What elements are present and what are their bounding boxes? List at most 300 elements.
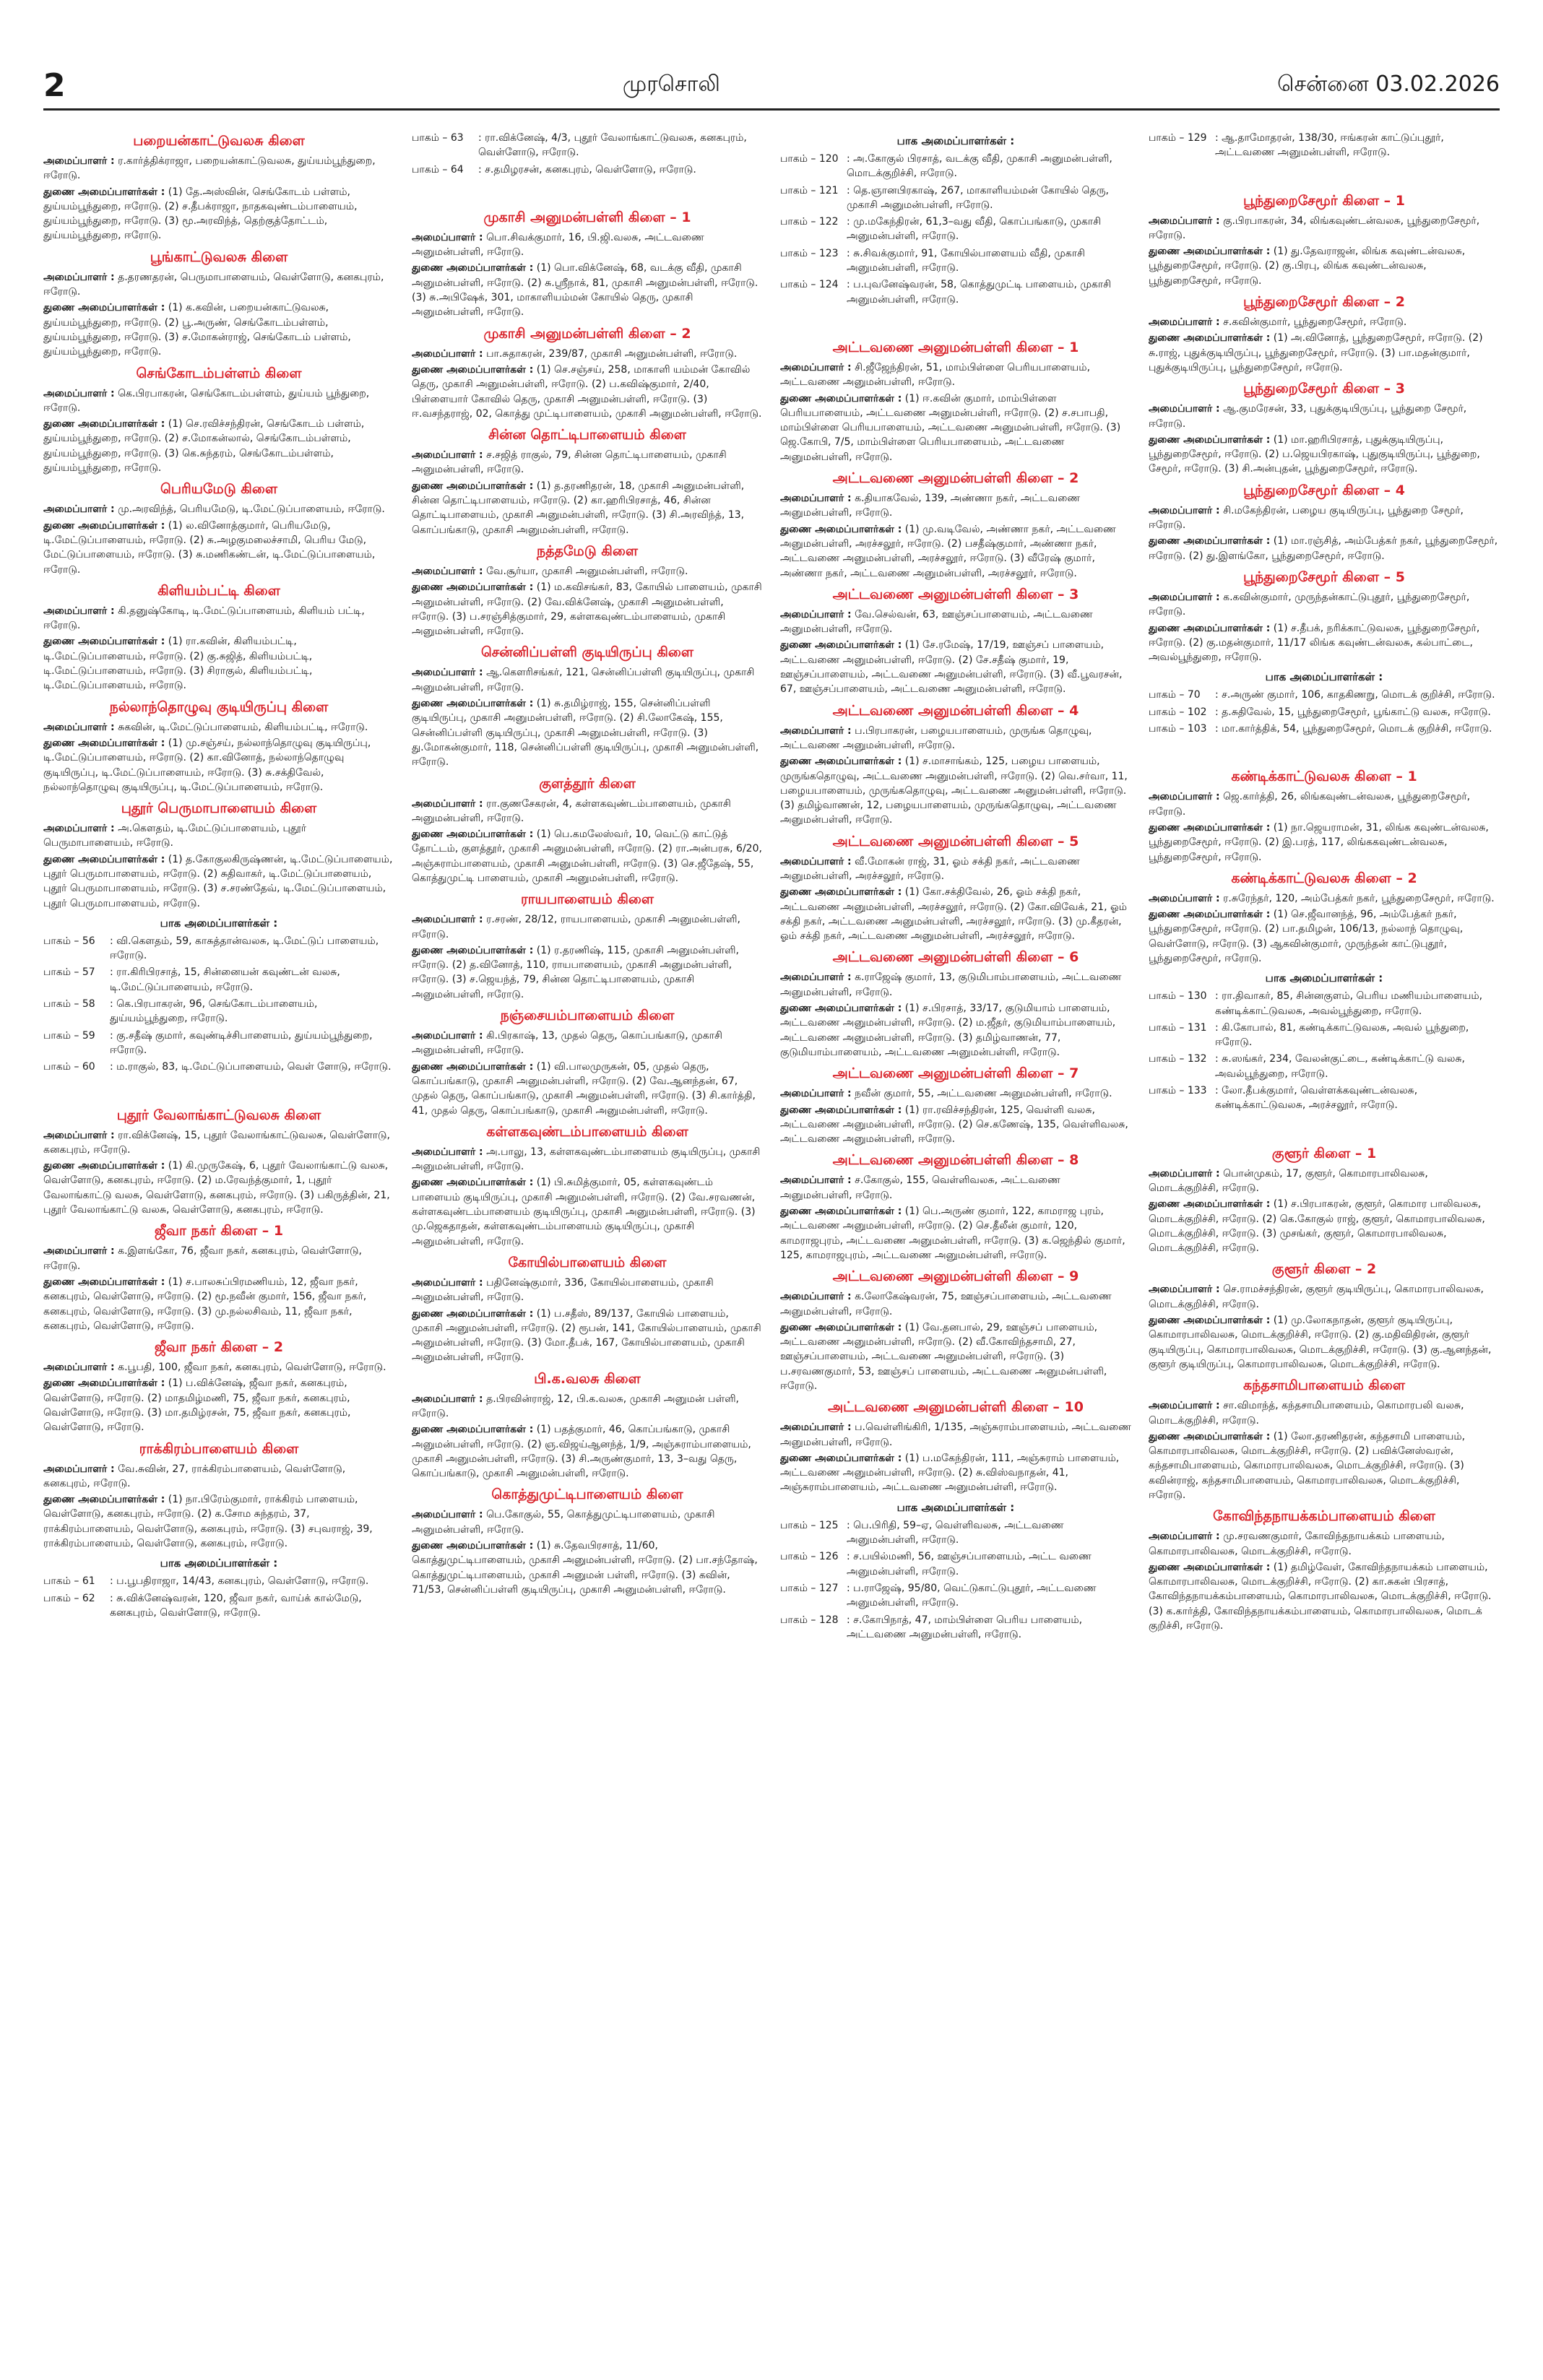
booth-entry xyxy=(780,1613,1131,1643)
member-entry xyxy=(780,724,1131,753)
member-details: பா.சுதாகரன், 239/87, முகாசி அனுமன்பள்ளி, ஈரோடு. xyxy=(486,347,738,360)
member-details: (1) மா.ரஞ்சித், அம்பேத்கர் நகர், பூந்துறைசேமூர், ஈரோடு. (2) து.இளங்கோ, பூந்துறைசேமூர், ஈரோடு. xyxy=(1149,535,1498,562)
member-details: சுகவின், டி.மேட்டுப்பாளையம், கிளியம்பட்டி, ஈரோடு. xyxy=(118,721,368,733)
branch-title: நல்லாந்தொழுவு குடியிருப்பு கிளை xyxy=(109,698,329,715)
branch-title: ஜீவா நகர் கிளை – 1 xyxy=(154,1223,284,1239)
role-label: அமைப்பாளர் : xyxy=(43,503,115,516)
role-label: துணை அமைப்பாளர்கள் : xyxy=(1149,246,1271,258)
branch-section xyxy=(1149,870,1500,966)
member-entry xyxy=(1149,1560,1500,1633)
member-entry xyxy=(780,360,1131,390)
branch-title: நஞ்சையம்பாளையம் கிளை xyxy=(500,1008,675,1024)
section-gap xyxy=(1149,738,1500,764)
branch-title: குளத்தூர் கிளை xyxy=(539,775,636,792)
branch-section xyxy=(412,427,763,537)
role-label: துணை அமைப்பாளர்கள் : xyxy=(412,1177,534,1189)
booth-number: பாகம் – 122 xyxy=(780,216,839,228)
member-entry xyxy=(1149,402,1500,431)
member-entry xyxy=(412,797,763,826)
booth-number: பாகம் – 129 xyxy=(1149,132,1207,144)
member-entry xyxy=(1149,1398,1500,1428)
role-label: அமைப்பாளர் : xyxy=(412,1393,483,1405)
member-entry xyxy=(780,391,1131,464)
member-entry xyxy=(412,1175,763,1248)
role-label: அமைப்பாளர் : xyxy=(780,608,852,620)
branch-title: அட்டவணை அனுமன்பள்ளி கிளை – 8 xyxy=(832,1152,1079,1169)
member-entry xyxy=(43,736,394,795)
member-details: (1) வே.தனபால், 29, ஊஞ்சப் பாளையம், அட்டவணை அனுமன்பள்ளி, ஈரோடு. (2) வீ.கோவிந்தசாமி, 27, ஊஞ்சப்பாளையம், அட்டவணை அனுமன்பள்ளி, ஈரோடு. (3) ப.சரவணகுமார், 53, ஊஞ்சப் பாளையம், அட்டவணை அனுமன்பள்ளி, ஈரோடு. xyxy=(780,1321,1107,1392)
booth-entry xyxy=(780,152,1131,181)
member-details: (1) பெ.அருண் குமார், 122, காமராஜ புரம், அட்டவணை அனுமன்பள்ளி, ஈரோடு. (2) செ.தீலீன் குமார், 120, காமராஜபுரம், அட்டவணை அனுமன்பள்ளி, ஈரோடு. (3) க.ஜெந்தில் குமார், 125, காமராஜபுரம், அட்டவணை அனுமன்பள்ளி, ஈரோடு. xyxy=(780,1206,1125,1261)
booth-entry xyxy=(1149,1021,1500,1050)
booth-organizer: : லோ.தீபக்குமார், வெள்ளக்கவுண்டன்வலசு, கண்டிக்காட்டுவலசு, அரச்சலூர், ஈரோடு. xyxy=(1215,1085,1418,1112)
booth-number: பாகம் – 60 xyxy=(43,1061,95,1073)
booth-entry xyxy=(780,1518,1131,1548)
member-entry xyxy=(1149,1282,1500,1312)
branch-title: பூந்துறைசேமூர் கிளை – 5 xyxy=(1243,568,1405,585)
booth-number: பாகம் – 120 xyxy=(780,153,839,165)
branch-title: பூந்துறைசேமூர் கிளை – 2 xyxy=(1243,294,1405,311)
booth-entry xyxy=(780,183,1131,213)
booth-entry xyxy=(780,277,1131,307)
member-entry xyxy=(412,1507,763,1537)
member-entry xyxy=(43,1462,394,1492)
branch-title: அட்டவணை அனுமன்பள்ளி கிளை – 2 xyxy=(832,470,1079,487)
member-details: பதினேஷ்குமார், 336, கோயில்பாளையம், முகாசி அனுமன்பள்ளி, ஈரோடு. xyxy=(412,1276,714,1304)
role-label: துணை அமைப்பாளர்கள் : xyxy=(780,392,902,404)
role-label: துணை அமைப்பாளர்கள் : xyxy=(780,639,902,652)
member-entry xyxy=(412,261,763,319)
member-entry xyxy=(1149,244,1500,288)
booth-organizer: : ஆ.தாமோதரன், 138/30, ஈங்கரன் காட்டுப்புதூர், அட்டவணை அனுமன்பள்ளி, ஈரோடு. xyxy=(1215,132,1444,159)
member-details: க.தியாகவேல், 139, அண்ணா நகர், அட்டவணை அனுமன்பள்ளி, ஈரோடு. xyxy=(780,493,1081,519)
member-entry xyxy=(780,885,1131,943)
member-details: (1) ஈ.கவின் குமார், மாம்பிள்ளை பெரியபாளையம், அட்டவணை அனுமன்பள்ளி, ஈரோடு. (2) ச.சபாபதி, மாம்பிள்ளை பெரியபாளையம், அட்டவணை அனுமன்பள்ளி, ஈரோடு. (3) ஜெ.கோபி, 7/5, மாம்பிள்ளை பெரியபாளையம், அட்டவணை அனுமன்பள்ளி, ஈரோடு. xyxy=(780,392,1121,463)
role-label: துணை அமைப்பாளர்கள் : xyxy=(1149,622,1271,634)
booth-number: பாகம் – 125 xyxy=(780,1519,839,1531)
member-details: வீ.மோகன் ராஜ், 31, ஓம் சக்தி நகர், அட்டவணை அனுமன்பள்ளி, அரச்சலூர், ஈரோடு. xyxy=(780,855,1080,882)
role-label: துணை அமைப்பாளர்கள் : xyxy=(43,737,165,749)
member-details: (1) க.கவின், பறையன்காட்டுவலசு, துய்யம்பூந்துறை, ஈரோடு. (2) பூ.அருண், செங்கோடம்பள்ளம், துய்யம்பூந்துறை, ஈரோடு. (3) ச.மோகன்ராஜ், செங்கோடம் பள்ளம், துய்யம்பூந்துறை, ஈரோடு. xyxy=(43,302,351,358)
booth-entry xyxy=(43,997,394,1026)
role-label: துணை அமைப்பாளர்கள் : xyxy=(412,480,534,492)
newspaper-title: முரசொலி xyxy=(622,71,720,97)
booth-organizer: : ரா.கிரிபிரசாத், 15, சின்னையன் கவுண்டன் வலசு, டி.மேட்டுப்பாளையம், ஈரோடு. xyxy=(110,966,340,993)
branch-title: நத்தமேடு கிளை xyxy=(537,542,638,559)
member-details: ர.சுரேந்தர், 120, அம்பேத்கர் நகர், பூந்துறைசேமூர், ஈரோடு. xyxy=(1223,892,1495,904)
member-details: (1) ப.மகேந்திரன், 111, அஞ்சுராம் பாளையம், அட்டவணை அனுமன்பள்ளி, ஈரோடு. (2) சு.விஸ்வநாதன், 41, அஞ்சுராம்பாளையம், அட்டவணை அனுமன்பள்ளி, ஈரோடு. xyxy=(780,1452,1120,1494)
role-label: துணை அமைப்பாளர்கள் : xyxy=(780,1104,902,1116)
member-details: த.தரணதரன், பெருமாபாளையம், வெள்ளோடு, கனகபுரம், ஈரோடு. xyxy=(43,271,384,298)
branch-section xyxy=(1149,569,1500,665)
member-details: ப.பிரபாகரன், பழையபாளையம், முருங்க தொழுவு, அட்டவணை அனுமன்பள்ளி, ஈரோடு. xyxy=(780,724,1092,751)
member-entry xyxy=(43,1376,394,1435)
member-entry xyxy=(1149,433,1500,477)
member-details: (1) ச.பிரபாகரன், குளூர், கொமார பாலிவலசு, மொடக்குறிச்சி, ஈரோடு. (2) கெ.கோகுல் ராஜ், குளூர், கொமாரபாலிவலசு, மொடக்குறிச்சி, ஈரோடு. (3) முசங்கர், குளூர், கொமாரபாலிவலசு, மொடக்குறிச்சி, ஈரோடு. xyxy=(1149,1198,1485,1255)
member-entry xyxy=(412,665,763,695)
member-details: (1) செ.ஜீவானந்த், 96, அம்பேத்கர் நகர், பூந்துறைசேமூர், ஈரோடு. (2) பா.தமிழன், 106/13, நல்லாந் தொழுவு, வெள்ளோடு, ஈரோடு. (3) ஆகவின்குமார், முருந்தன் காட்டுபுதூர், பூந்துறைசேமூர், ஈரோடு. xyxy=(1149,909,1464,964)
role-label: அமைப்பாளர் : xyxy=(1149,1531,1220,1543)
booth-number: பாகம் – 121 xyxy=(780,184,839,196)
role-label: அமைப்பாளர் : xyxy=(1149,504,1220,516)
member-entry xyxy=(1149,1197,1500,1255)
role-label: துணை அமைப்பாளர்கள் : xyxy=(43,853,165,865)
member-entry xyxy=(43,604,394,633)
booth-entry xyxy=(780,1549,1131,1579)
member-details: வே.சுவின், 27, ராக்கிரம்பாளையம், வெள்ளோடு, கனகபுரம், ஈரோடு. xyxy=(43,1463,346,1489)
member-details: (1) ரா.கவின், கிளியம்பட்டி, டி.மேட்டுப்பாளையம், ஈரோடு. (2) கு.சுஜித், கிளியம்பட்டி, டி.மேட்டுப்பாளையம், ஈரோடு. (3) சிராகுல், கிளியம்பட்டி, டி.மேட்டுப்பாளையம், ஈரோடு. xyxy=(43,636,313,692)
booth-entry xyxy=(43,934,394,964)
member-entry xyxy=(43,502,394,516)
branch-title: பி.க.வலசு கிளை xyxy=(534,1370,641,1387)
branch-title: ஜீவா நகர் கிளை – 2 xyxy=(154,1339,284,1356)
member-entry xyxy=(1149,534,1500,563)
member-details: ர.கார்த்திக்ராஜா, பறையன்காட்டுவலசு, துய்யம்பூந்துறை, ஈரோடு. xyxy=(43,155,376,182)
member-entry xyxy=(43,519,394,577)
member-entry xyxy=(780,1289,1131,1319)
branch-section xyxy=(780,1065,1131,1146)
member-details: (1) பி.சுமித்குமார், 05, கள்ளகவுண்டம் பாளையம் குடியிருப்பு, முகாசி அனுமன்பள்ளி, ஈரோடு. (2) வே.சரவணன், கள்ளகவுண்டம்பாளையம் குடியிருப்பு, முகாசி அனுமன்பள்ளி, ஈரோடு. (3) மு.ஜெகதாதன், கள்ளகவுண்டம்பாளையம் குடியிருப்பு, முகாசி அனுமன்பள்ளி, ஈரோடு. xyxy=(412,1177,756,1247)
member-entry xyxy=(43,1492,394,1551)
member-details: (1) செ.சஞ்சய், 258, மாகாளி யம்மன் கோவில் தெரு, முகாசி அனுமன்பள்ளி, ஈரோடு. (2) ப.கவிஷ்குமார், 2/40, பிள்ளையார் கோவில் தெரு, முகாசி அனுமன்பள்ளி, ஈரோடு. (3) ஈ.வசந்தராஜ், 02, கொத்து முட்டிபாளையம், முகாசி அனுமன்பள்ளி, ஈரோடு. xyxy=(412,363,762,420)
branch-section xyxy=(780,949,1131,1060)
role-label: அமைப்பாளர் : xyxy=(43,1362,115,1374)
member-entry xyxy=(412,1422,763,1481)
member-details: (1) த.கோகுலகிருஷ்ணன், டி.மேட்டுப்பாளையம், புதூர் பெருமாபாளையம், ஈரோடு. (2) சுதிவாகர், டி.மேட்டுப்பாளையம், புதூர் பெருமாபாளையம், ஈரோடு. (3) ச.சரண்தேவ், டி.மேட்டுப்பாளையம், புதூர் பெருமாபாளையம், ஈரோடு. xyxy=(43,853,393,909)
role-label: அமைப்பாளர் : xyxy=(780,1421,852,1434)
member-details: மு.சரவணகுமார், கோவிந்தநாயக்கம் பாளையம், கொமாரபாலிவலசு, மொடக்குறிச்சி, ஈரோடு. xyxy=(1149,1531,1445,1557)
member-details: சா.விமாந்த், கந்தசாமிபாளையம், கொமாரபலி வலசு, மொடக்குறிச்சி, ஈரோடு. xyxy=(1149,1400,1464,1427)
member-entry xyxy=(43,1275,394,1333)
role-label: துணை அமைப்பாளர்கள் : xyxy=(412,262,534,274)
booth-organizer: : வி.கௌதம், 59, காசுத்தான்வலசு, டி.மேட்டுப் பாளையம், ஈரோடு. xyxy=(110,935,379,962)
role-label: துணை அமைப்பாளர்கள் : xyxy=(1149,909,1271,921)
member-details: (1) ர.தரணிஷ், 115, முகாசி அனுமன்பள்ளி, ஈரோடு. (2) த.வினோத், 110, ராயபாளையம், முகாசி அனுமன்பள்ளி, ஈரோடு. (3) ச.ஜெயந்த், 79, சின்ன தொட்டிபாளையம், முகாசி அனுமன்பள்ளி, ஈரோடு. xyxy=(412,944,739,1000)
role-label: அமைப்பாளர் : xyxy=(412,347,483,360)
branch-title: அட்டவணை அனுமன்பள்ளி கிளை – 7 xyxy=(832,1065,1079,1082)
member-details: ரா.குணசேகரன், 4, கள்ளகவுண்டம்பாளையம், முகாசி அனுமன்பள்ளி, ஈரோடு. xyxy=(412,797,731,824)
member-details: (1) ல.வினோத்குமார், பெரியமேடு, டி.மேட்டுப்பாளையம், ஈரோடு. (2) சு.அழகுமலைச்சாமி, பெரிய மேடு, மேட்டுப்பாளையம், ஈரோடு. (3) சு.மணிகண்டன், டி.மேட்டுப்பாளையம், ஈரோடு. xyxy=(43,519,376,576)
branch-title: அட்டவணை அனுமன்பள்ளி கிளை – 5 xyxy=(832,833,1079,849)
member-entry xyxy=(1149,590,1500,620)
booth-number: பாகம் – 70 xyxy=(1149,689,1201,701)
branch-section xyxy=(780,834,1131,944)
role-label: துணை அமைப்பாளர்கள் : xyxy=(412,581,534,594)
branch-title: பூந்துறைசேமூர் கிளை – 1 xyxy=(1243,192,1405,209)
role-label: அமைப்பாளர் : xyxy=(412,667,483,679)
member-details: (1) ரா.ரவிச்சந்திரன், 125, வெள்ளி வலசு, அட்டவணை அனுமன்பள்ளி, ஈரோடு. (2) செ.கணேஷ், 135, வெள்ளிவலசு, அட்டவணை அனுமன்பள்ளி, ஈரோடு. xyxy=(780,1104,1128,1146)
member-entry xyxy=(43,1244,394,1273)
member-entry xyxy=(780,1420,1131,1450)
booth-organizer: : ச.தமிழரசன், கனகபுரம், வெள்ளோடு, ஈரோடு. xyxy=(478,163,696,176)
member-details: (1) ப.சதீஸ், 89/137, கோயில் பாளையம், முகாசி அனுமன்பள்ளி, ஈரோடு. (2) ரூபன், 141, கோயில்பாளையம், முகாசி அனுமன்பள்ளி, ஈரோடு. (3) மோ.தீபக், 167, கோயில்பாளையம், முகாசி அனுமன்பள்ளி, ஈரோடு. xyxy=(412,1307,761,1364)
member-entry xyxy=(1149,907,1500,966)
role-label: துணை அமைப்பாளர்கள் : xyxy=(412,363,534,376)
booth-section-heading: பாக அமைப்பாளர்கள் : xyxy=(1265,670,1383,684)
member-details: ஜெ.கார்த்தி, 26, லிங்கவுண்டன்வலசு, பூந்துறைசேமூர், ஈரோடு. xyxy=(1149,791,1471,818)
booth-number: பாகம் – 124 xyxy=(780,279,839,291)
branch-section xyxy=(1149,769,1500,864)
branch-section xyxy=(1149,1508,1500,1633)
branch-section xyxy=(780,470,1131,581)
booth-organizer: : ரா.திவாகர், 85, சின்னகுளம், பெரிய மணியம்பாளையம், கண்டிக்காட்டுவலசு, அவல்பூந்துறை, ஈரோடு. xyxy=(1215,990,1483,1017)
member-entry xyxy=(780,1103,1131,1147)
member-details: மு.அரவிந்த், பெரியமேடு, டி.மேட்டுப்பாளையம், ஈரோடு. xyxy=(118,503,385,516)
member-details: க.பூபதி, 100, ஜீவா நகர், கனகபுரம், வெள்ளோடு, ஈரோடு. xyxy=(118,1362,386,1374)
member-entry xyxy=(412,1276,763,1305)
member-entry xyxy=(780,1451,1131,1495)
role-label: துணை அமைப்பாளர்கள் : xyxy=(412,1060,534,1073)
branch-title: கண்டிக்காட்டுவலசு கிளை – 2 xyxy=(1231,870,1417,886)
member-entry xyxy=(43,1360,394,1375)
member-details: (1) மா.ஹரிபிரசாத், புதுக்குடியிருப்பு, பூந்துறைசேமூர், ஈரோடு. (2) ப.ஜெயபிரகாஷ், புதுகுடியிருப்பு, பூந்துறை, சேமூர், ஈரோடு. (3) சி.அன்புதன், பூந்துறைசேமூர், ஈரோடு. xyxy=(1149,433,1480,475)
role-label: அமைப்பாளர் : xyxy=(780,1088,852,1100)
branch-title: முகாசி அனுமன்பள்ளி கிளை – 1 xyxy=(483,209,691,225)
booth-organizer: : சு.சிவக்குமார், 91, கோயில்பாளையம் வீதி, முகாசி அனுமன்பள்ளி, ஈரோடு. xyxy=(847,247,1086,274)
member-details: கி.தனுஷ்கோடி, டி.மேட்டுப்பாளையம், கிளியம் பட்டி, ஈரோடு. xyxy=(43,605,365,632)
booth-entry xyxy=(43,1574,394,1588)
member-details: பொ.சிவக்குமார், 16, பி.ஜி.வலசு, அட்டவணை அனுமன்பள்ளி, ஈரோடு. xyxy=(412,231,704,259)
section-gap xyxy=(1149,163,1500,189)
booth-number: பாகம் – 133 xyxy=(1149,1085,1207,1097)
booth-number: பாகம் – 102 xyxy=(1149,706,1207,718)
member-entry xyxy=(412,230,763,260)
member-details: கெ.பிரபாகரன், செங்கோடம்பள்ளம், துய்யம் பூந்துறை, ஈரோடு. xyxy=(43,387,370,414)
member-details: ர.சரண், 28/12, ராயபாளையம், முகாசி அனுமன்பள்ளி, ஈரோடு. xyxy=(412,914,740,940)
role-label: துணை அமைப்பாளர்கள் : xyxy=(1149,1315,1271,1327)
role-label: அமைப்பாளர் : xyxy=(412,1146,483,1158)
edition-date: சென்னை 03.02.2026 xyxy=(1277,71,1500,97)
member-entry xyxy=(412,1307,763,1365)
branch-section xyxy=(412,891,763,1002)
booth-number: பாகம் – 63 xyxy=(412,132,464,144)
member-details: (1) ம.கவிசங்கர், 83, கோயில் பாளையம், முகாசி அனுமன்பள்ளி, ஈரோடு. (2) வே.விக்னேஷ், முகாசி அனுமன்பள்ளி, ஈரோடு. (3) ப.சரஞ்சித்குமார், 29, கள்ளகவுண்டம்பாளையம், முகாசி அனுமன்பள்ளி, ஈரோடு. xyxy=(412,581,762,638)
member-details: ச.கோகுல், 155, வெள்ளிவலசு, அட்டவணை அனுமன்பள்ளி, ஈரோடு. xyxy=(780,1174,1060,1201)
branch-title: ராக்கிரம்பாளையம் கிளை xyxy=(139,1440,299,1457)
role-label: துணை அமைப்பாளர்கள் : xyxy=(1149,1198,1271,1211)
booth-organizer: : ப.பூபதிராஜா, 14/43, கனகபுரம், வெள்ளோடு, ஈரோடு. xyxy=(110,1575,369,1588)
booth-number: பாகம் – 57 xyxy=(43,966,95,979)
branch-title: செங்கோடம்பள்ளம் கிளை xyxy=(136,365,302,381)
role-label: அமைப்பாளர் : xyxy=(43,1463,115,1475)
booth-organizer: : கி.கோபால், 81, கண்டிக்காட்டுவலசு, அவல் பூந்துறை, ஈரோடு. xyxy=(1215,1021,1469,1049)
member-details: சி.மகேந்திரன், பழைய குடியிருப்பு, பூந்துறை சேமூர், ஈரோடு. xyxy=(1149,504,1464,532)
branch-title: ராயபாளையம் கிளை xyxy=(520,891,654,908)
member-entry xyxy=(1149,789,1500,819)
branch-section xyxy=(780,1152,1131,1263)
role-label: அமைப்பாளர் : xyxy=(780,724,852,737)
booth-entry xyxy=(43,1029,394,1058)
member-entry xyxy=(412,1029,763,1058)
role-label: அமைப்பாளர் : xyxy=(412,797,483,810)
member-details: (1) த.தரணிதரன், 18, முகாசி அனுமன்பள்ளி, சின்ன தொட்டிபாளையம், ஈரோடு. (2) கா.ஹரிபிரசாத், 46, சின்ன தொட்டிபாளையம், முகாசி அனுமன்பள்ளி, ஈரோடு. (3) சி.அரவிந்த், 13, கொப்பங்காடு, முகாசி அனுமன்பள்ளி, ஈரோடு. xyxy=(412,480,745,536)
member-entry xyxy=(1149,1529,1500,1559)
booth-organizer: : மு.மகேந்திரன், 61,3–வது வீதி, கொப்பங்காடு, முகாசி அனுமன்பள்ளி, ஈரோடு. xyxy=(847,216,1102,243)
role-label: அமைப்பாளர் : xyxy=(780,972,852,984)
masthead xyxy=(43,62,1500,111)
role-label: துணை அமைப்பாளர்கள் : xyxy=(780,523,902,535)
branch-section xyxy=(1149,381,1500,476)
branch-section xyxy=(43,800,394,911)
member-details: பெ.கோகுல், 55, கொத்துமுட்டிபாளையம், முகாசி அனுமன்பள்ளி, ஈரோடு. xyxy=(412,1509,715,1536)
role-label: துணை அமைப்பாளர்கள் : xyxy=(43,636,165,648)
member-details: கு.பிரபாகரன், 34, லிங்கவுண்டன்வலசு, பூந்துறைசேமூர், ஈரோடு. xyxy=(1149,215,1480,241)
booth-organizer: : ச.கோபிநாத், 47, மாம்பிள்ளை பெரிய பாளையம், அட்டவணை அனுமன்பள்ளி, ஈரோடு. xyxy=(847,1614,1083,1640)
branch-title: அட்டவணை அனுமன்பள்ளி கிளை – 6 xyxy=(832,949,1079,966)
member-entry xyxy=(43,386,394,416)
branch-section xyxy=(43,481,394,576)
member-details: ச.சஜித் ராகுல், 79, சின்ன தொட்டிபாளையம், முகாசி அனுமன்பள்ளி, ஈரோடு. xyxy=(412,449,727,476)
member-details: சி.ஜீஜேந்திரன், 51, மாம்பிள்ளை பெரியபாளையம், அட்டவணை அனுமன்பள்ளி, ஈரோடு. xyxy=(780,361,1091,389)
branch-title: சென்னிப்பள்ளி குடியிருப்பு கிளை xyxy=(480,644,694,661)
role-label: துணை அமைப்பாளர்கள் : xyxy=(43,1377,165,1390)
member-details: (1) வி.பாலமுருகன், 05, முதல் தெரு, கொப்பங்காடு, முகாசி அனுமன்பள்ளி, ஈரோடு. (2) வே.ஆனந்தன், 67, முதல் தெரு, கொப்பங்காடு, முகாசி அனுமன்பள்ளி, ஈரோடு. (3) சி.கார்த்தி, 41, முதல் தெரு, கொப்பங்காடு, முகாசி அனுமன்பள்ளி, ஈரோடு. xyxy=(412,1060,756,1117)
branch-section xyxy=(1149,294,1500,375)
member-details: கி.பிரகாஷ், 13, முதல் தெரு, கொப்பங்காடு, முகாசி அனுமன்பள்ளி, ஈரோடு. xyxy=(412,1030,722,1057)
branch-section xyxy=(1149,1261,1500,1372)
article-columns xyxy=(43,129,1500,2360)
member-details: அ.பாலு, 13, கள்ளகவுண்டம்பாளையம் குடியிருப்பு, முகாசி அனுமன்பள்ளி, ஈரோடு. xyxy=(412,1146,761,1173)
branch-section xyxy=(412,644,763,769)
booth-entry xyxy=(1149,131,1500,160)
member-details: (1) சே.ரமேஷ், 17/19, ஊஞ்சப் பாளையம், அட்டவணை அனுமன்பள்ளி, ஈரோடு. (2) சே.சதீஷ் குமார், 19, ஊஞ்சப்பாளையம், அட்டவணை அனுமன்பள்ளி, ஈரோடு. (3) வீ.பூவரசன், 67, ஊஞ்சப்பாளையம், அட்டவணை அனுமன்பள்ளி, ஈரோடு. xyxy=(780,639,1123,696)
member-details: க.இளங்கோ, 76, ஜீவா நகர், கனகபுரம், வெள்ளோடு, ஈரோடு. xyxy=(43,1245,362,1272)
booth-organizer: : பெ.பிரிதி, 59–ஏ, வெள்ளிவலசு, அட்டவணை அனுமன்பள்ளி, ஈரோடு. xyxy=(847,1519,1064,1546)
role-label: அமைப்பாளர் : xyxy=(1149,403,1220,415)
branch-section xyxy=(43,365,394,476)
member-details: (1) தமிழ்வேள், கோவிந்தநாயக்கம் பாளையம், கொமாரபாலிவலசு, மொடக்குறிச்சி, ஈரோடு. (2) கா.சுகன் பிரசாத், கோவிந்தநாயக்கம்பாளையம், கொமாரபாலிவலசு, மொடக்குறிச்சி, ஈரோடு. (3) க.கார்த்தி, கோவிந்தநாயக்கம்பாளையம், கொமாரபாலிவலசு, மொடக் குறிச்சி, ஈரோடு. xyxy=(1149,1561,1492,1632)
branch-title: குளூர் கிளை – 1 xyxy=(1271,1145,1377,1161)
role-label: துணை அமைப்பாளர்கள் : xyxy=(1149,535,1271,548)
booth-entry xyxy=(780,246,1131,276)
branch-section xyxy=(1149,483,1500,563)
booth-number: பாகம் – 64 xyxy=(412,163,464,176)
branch-section xyxy=(43,249,394,360)
branch-section xyxy=(1149,193,1500,288)
branch-section xyxy=(43,1441,394,1552)
member-details: (1) மு.லோகநாதன், குளூர் குடியிருப்பு, கொமாரபாலிவலசு, மொடக்குறிச்சி, ஈரோடு. (2) கு.மதிவிதிரன், குளூர் குடியிருப்பு, கொமாரபாலிவலசு, மொடக்குறிச்சி, ஈரோடு. (3) கு.ஆனந்தன், குளூர் குடியிருப்பு, கொமாரபாலிவலசு, மொடக்குறிச்சி, ஈரோடு. xyxy=(1149,1315,1492,1370)
member-details: த.பிரவின்ராஜ், 12, பி.க.வலசு, முகாசி அனுமன் பள்ளி, ஈரோடு. xyxy=(412,1393,739,1419)
branch-title: பெரியமேடு கிளை xyxy=(160,481,277,498)
member-details: ஆ.குமரேசன், 33, புதுக்குடியிருப்பு, பூந்துறை சேமூர், ஈரோடு. xyxy=(1149,403,1467,430)
booth-organizer: : சு.விக்னேஷ்வரன், 120, ஜீவா நகர், வாய்க் கால்மேடு, கனகபுரம், வெள்ளோடு, ஈரோடு. xyxy=(110,1592,362,1619)
role-label: அமைப்பாளர் : xyxy=(43,1245,115,1258)
booth-section-heading: பாக அமைப்பாளர்கள் : xyxy=(160,1557,278,1570)
booth-organizer: : ச.அருண் குமார், 106, காதகிணறு, மொடக் குறிச்சி, ஈரோடு. xyxy=(1215,689,1495,701)
role-label: துணை அமைப்பாளர்கள் : xyxy=(780,886,902,899)
branch-section xyxy=(43,699,394,795)
role-label: அமைப்பாளர் : xyxy=(780,855,852,867)
booth-organizer: : ப.புவனேஷ்வரன், 58, கொத்துமுட்டி பாளையம், முகாசி அனுமன்பள்ளி, ஈரோடு. xyxy=(847,279,1112,306)
member-entry xyxy=(780,1001,1131,1060)
member-entry xyxy=(412,827,763,886)
member-entry xyxy=(1149,331,1500,375)
member-entry xyxy=(412,347,763,361)
role-label: அமைப்பாளர் : xyxy=(412,449,483,462)
booth-organizer: : ரா.விக்னேஷ், 4/3, புதூர் வேலாங்காட்டுவலசு, கனகபுரம், வெள்ளோடு, ஈரோடு. xyxy=(478,132,747,159)
branch-section xyxy=(43,133,394,243)
role-label: துணை அமைப்பாளர்கள் : xyxy=(43,519,165,532)
member-details: (1) ச.பாலசுப்பிரமணியம், 12, ஜீவா நகர், கனகபுரம், வெள்ளோடு, ஈரோடு. (2) மூ.நவீன் குமார், 156, ஜீவா நகர், கனகபுரம், வெள்ளோடு, ஈரோடு. (3) மு.நல்லசிவம், 11, ஜீவா நகர், கனகபுரம், வெள்ளோடு, ஈரோடு. xyxy=(43,1276,367,1332)
member-details: (1) நா.ஜெயராமன், 31, லிங்க கவுண்டன்வலசு, பூந்துறைசேமூர், ஈரோடு. (2) இ.பரத், 117, லிங்ககவுண்டன்வலசு, பூந்துறைசேமூர், ஈரோடு. xyxy=(1149,821,1489,863)
member-details: (1) அ.வினோத், பூந்துறைசேமூர், ஈரோடு. (2) சு.ராஜ், புதுக்குடியிருப்பு, பூந்துறைசேமூர், ஈரோடு. (3) பா.மதன்குமார், புதுக்குடியிருப்பு, பூந்துறைசேமூர், ஈரோடு. xyxy=(1149,332,1483,373)
role-label: துணை அமைப்பாளர்கள் : xyxy=(780,1206,902,1218)
member-entry xyxy=(780,1204,1131,1263)
role-label: அமைப்பாளர் : xyxy=(412,565,483,577)
branch-title: கள்ளகவுண்டம்பாளையம் கிளை xyxy=(486,1123,688,1140)
booth-section-heading: பாக அமைப்பாளர்கள் : xyxy=(896,134,1015,147)
role-label: அமைப்பாளர் : xyxy=(780,493,852,505)
role-label: அமைப்பாளர் : xyxy=(1149,1167,1220,1180)
branch-section xyxy=(412,1487,763,1597)
branch-section xyxy=(780,703,1131,828)
booth-number: பாகம் – 131 xyxy=(1149,1021,1207,1034)
booth-entry xyxy=(780,215,1131,244)
booth-organizer: : மா.கார்த்திக், 54, பூந்துறைசேமூர், மொடக் குறிச்சி, ஈரோடு. xyxy=(1215,723,1492,735)
branch-section xyxy=(412,1371,763,1481)
branch-section xyxy=(43,1107,394,1218)
member-details: (1) செ.ரவிச்சந்திரன், செங்கோடம் பள்ளம், துய்யம்பூந்துறை, ஈரோடு. (2) ச.மோகன்லால், செங்கோடம்பள்ளம், துய்யம்பூந்துறை, ஈரோடு. (3) கெ.சுந்தரம், செங்கோடம்பள்ளம், துய்யம்பூந்துறை, ஈரோடு. xyxy=(43,418,365,475)
member-entry xyxy=(412,943,763,1002)
branch-section xyxy=(43,1339,394,1435)
branch-title: பூந்துறைசேமூர் கிளை – 3 xyxy=(1243,381,1405,397)
member-details: க.லோகேஷ்வரன், 75, ஊஞ்சப்பாளையம், அட்டவணை அனுமன்பள்ளி, ஈரோடு. xyxy=(780,1291,1112,1317)
member-details: வே.செல்வன், 63, ஊஞ்சப்பாளையம், அட்டவணை அனுமன்பள்ளி, ஈரோடு. xyxy=(780,608,1093,636)
member-entry xyxy=(43,1159,394,1217)
branch-section xyxy=(1149,1146,1500,1256)
member-entry xyxy=(780,607,1131,637)
member-details: பொன்முகம், 17, குளூர், கொமாரபாலிவலசு, மொடக்குறிச்சி, ஈரோடு. xyxy=(1149,1167,1428,1194)
booth-entry xyxy=(43,1060,394,1074)
booth-number: பாகம் – 61 xyxy=(43,1575,95,1588)
booth-entry xyxy=(43,965,394,995)
member-entry xyxy=(1149,891,1500,906)
member-details: (1) ச.பிரசாத், 33/17, குடுமியாம் பாளையம், அட்டவணை அனுமன்பள்ளி, ஈரோடு. (2) ம.ஜீதர், குடுமியாம்பாளையம், அட்டவணை அனுமன்பள்ளி, ஈரோடு. (3) தமிழ்வாணன், 77, குடுமியாம்பாளையம், அட்டவணை அனுமன்பள்ளி, ஈரோடு. xyxy=(780,1003,1116,1058)
role-label: துணை அமைப்பாளர்கள் : xyxy=(412,944,534,956)
member-entry xyxy=(780,522,1131,581)
booth-entry xyxy=(412,163,763,177)
member-details: (1) து.தேவராஜன், லிங்க கவுண்டன்வலசு, பூந்துறைசேமூர், ஈரோடு. (2) கு.பிரபு, லிங்க கவுண்டன்வலசு, பூந்துறைசேமூர், ஈரோடு. xyxy=(1149,246,1466,287)
member-entry xyxy=(780,1320,1131,1393)
member-entry xyxy=(1149,214,1500,243)
branch-title: பறையன்காட்டுவலசு கிளை xyxy=(133,133,305,149)
section-gap xyxy=(780,309,1131,335)
member-details: அ.கௌதம், டி.மேட்டுப்பாளையம், புதூர் பெருமாபாளையம், ஈரோடு. xyxy=(43,823,307,849)
member-entry xyxy=(780,970,1131,1000)
role-label: அமைப்பாளர் : xyxy=(780,1174,852,1187)
member-details: ரா.விக்னேஷ், 15, புதூர் வேலாங்காட்டுவலசு, வெள்ளோடு, கனகபுரம், ஈரோடு. xyxy=(43,1129,390,1156)
role-label: அமைப்பாளர் : xyxy=(412,1509,483,1521)
member-entry xyxy=(412,564,763,579)
branch-title: கிளியம்பட்டி கிளை xyxy=(157,582,280,599)
booth-entry xyxy=(1149,705,1500,719)
member-entry xyxy=(1149,621,1500,665)
member-details: (1) ச.மாசாங்கம், 125, பழைய பாளையம், முருங்கதொழுவு, அட்டவணை அனுமன்பள்ளி, ஈரோடு. (2) வெ.சர்வா, 11, பழையபாளையம், முருங்கதொழுவு, அட்டவணை அனுமன்பள்ளி, ஈரோடு. (3) தமிழ்வாணன், 12, பழையபாளையம், முருங்கதொழுவு, அட்டவணை அனுமன்பள்ளி, ஈரோடு. xyxy=(780,756,1128,826)
branch-title: புதூர் வேலாங்காட்டுவலசு கிளை xyxy=(116,1107,321,1123)
booth-number: பாகம் – 127 xyxy=(780,1582,839,1594)
role-label: துணை அமைப்பாளர்கள் : xyxy=(412,1540,534,1552)
member-entry xyxy=(1149,1313,1500,1372)
role-label: துணை அமைப்பாளர்கள் : xyxy=(43,1160,165,1172)
booth-number: பாகம் – 59 xyxy=(43,1029,95,1042)
role-label: துணை அமைப்பாளர்கள் : xyxy=(43,418,165,430)
booth-number: பாகம் – 56 xyxy=(43,935,95,947)
branch-section xyxy=(780,1399,1131,1494)
role-label: துணை அமைப்பாளர்கள் : xyxy=(43,186,165,198)
role-label: துணை அமைப்பாளர்கள் : xyxy=(43,302,165,314)
booth-organizer: : கெ.பிரபாகரன், 96, செங்கோடம்பாளையம், துய்யம்பூந்துறை, ஈரோடு. xyxy=(110,998,318,1025)
member-entry xyxy=(43,417,394,475)
